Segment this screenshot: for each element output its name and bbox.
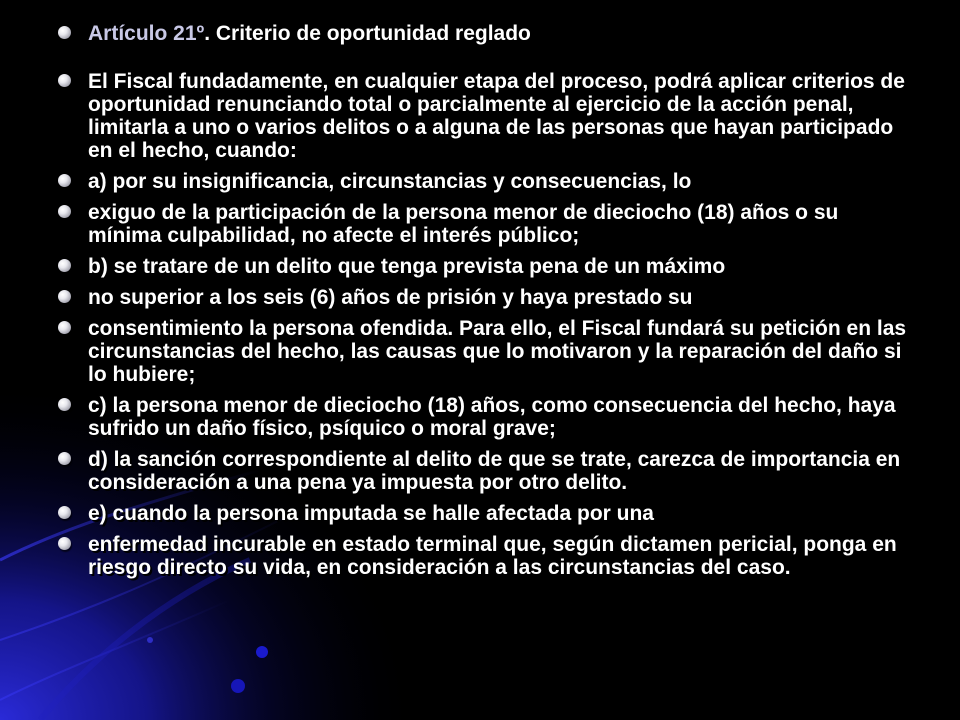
bullet-icon (58, 290, 71, 303)
bullet-text: exiguo de la participación de la persona menor de dieciocho (18) años o su mínima culpabilidad, no afecte el interés público; (88, 201, 839, 247)
bullet-text: consentimiento la persona ofendida. Para ello, el Fiscal fundará su petición en las circunstancias del hecho, las causas que lo motivaron y la reparación del daño si lo hubiere; (88, 317, 907, 386)
bullet-text: c) la persona menor de dieciocho (18) años, como consecuencia del hecho, haya sufrido un daño físico, psíquico o moral grave; (88, 394, 896, 440)
list-item (56, 317, 916, 386)
bullet-icon (58, 205, 71, 218)
bullet-icon (58, 74, 71, 87)
bullet-icon (58, 452, 71, 465)
article-heading: . Criterio de oportunidad reglado (204, 22, 531, 45)
list-item (56, 201, 916, 247)
list-item (56, 502, 916, 525)
list-item (56, 286, 916, 309)
bullet-icon (58, 259, 71, 272)
bullet-icon (58, 174, 71, 187)
list-item (56, 170, 916, 193)
bullet-text: b) se tratare de un delito que tenga prevista pena de un máximo (88, 255, 726, 278)
bullet-text: no superior a los seis (6) años de prisión y haya prestado su (88, 286, 693, 309)
bullet-list (56, 22, 916, 587)
bullet-text: enfermedad incurable en estado terminal que, según dictamen pericial, ponga en riesgo directo su vida, en consideración a las circunstancias del caso. (88, 533, 897, 579)
bullet-icon (58, 537, 71, 550)
bullet-icon (58, 321, 71, 334)
bullet-icon (58, 506, 71, 519)
decor-dot (256, 646, 268, 658)
slide-title (56, 22, 916, 45)
list-item (56, 70, 916, 162)
article-number: Artículo 21º (88, 22, 205, 45)
decor-dot (231, 679, 245, 693)
bullet-text: d) la sanción correspondiente al delito de que se trate, carezca de importancia en consideración a una pena ya impuesta por otro delito. (88, 448, 901, 494)
list-item (56, 533, 916, 579)
bullet-text: e) cuando la persona imputada se halle afectada por una (88, 502, 654, 525)
bullet-text: a) por su insignificancia, circunstancias y consecuencias, lo (88, 170, 692, 193)
bullet-icon (58, 398, 71, 411)
bullet-text: El Fiscal fundadamente, en cualquier etapa del proceso, podrá aplicar criterios de oportunidad renunciando total o parcialmente al ejercicio de la acción penal, limitarla a uno o varios delitos o a alguna de las personas que hayan participado en el hecho, cuando: (88, 70, 905, 162)
decor-dot (147, 637, 153, 643)
list-item (56, 255, 916, 278)
list-item (56, 394, 916, 440)
list-item (56, 448, 916, 494)
bullet-icon (58, 26, 71, 39)
